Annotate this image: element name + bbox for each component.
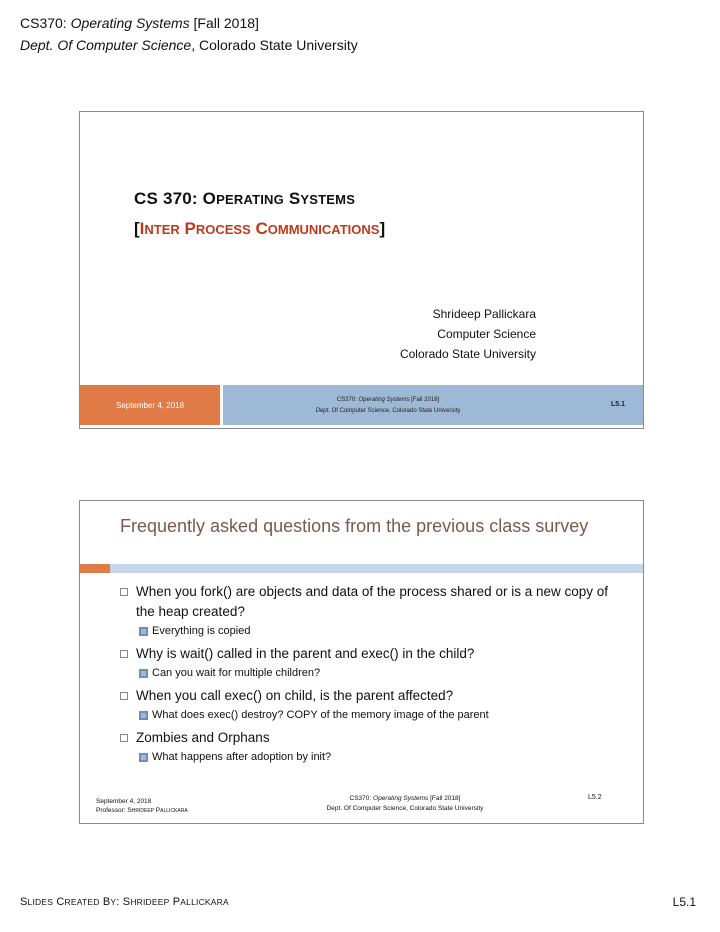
slide1-footer-date: September 4, 2018 bbox=[80, 385, 220, 425]
checkbox-bullet-icon bbox=[120, 588, 128, 596]
page-number: L5.1 bbox=[672, 895, 696, 909]
header-course-code: CS370: bbox=[20, 15, 71, 31]
sub-bullet-item bbox=[120, 748, 620, 766]
subtitle-part: OMMUNICATIONS bbox=[267, 222, 380, 237]
slide2-accent-bar bbox=[80, 564, 110, 573]
bullet-item bbox=[120, 728, 620, 748]
prof-part: P bbox=[154, 807, 161, 814]
subtitle-part: P bbox=[179, 219, 196, 238]
author-department: Computer Science bbox=[437, 327, 536, 341]
footer-term: [Fall 2018] bbox=[428, 795, 461, 802]
bullet-text: Zombies and Orphans bbox=[136, 730, 270, 745]
bullet-item bbox=[120, 644, 620, 664]
page-footer-credit bbox=[20, 896, 229, 908]
credit-part: S bbox=[20, 896, 28, 908]
checkbox-bullet-icon bbox=[120, 692, 128, 700]
bracket: ] bbox=[379, 219, 386, 238]
checkbox-bullet-icon bbox=[120, 650, 128, 658]
author-name: Shrideep Pallickara bbox=[432, 307, 536, 321]
square-bullet-icon bbox=[139, 753, 148, 762]
header-term: [Fall 2018] bbox=[189, 15, 259, 31]
subtitle-part: NTER bbox=[144, 222, 180, 237]
author-school: Colorado State University bbox=[399, 347, 536, 361]
slide2-footer-course bbox=[280, 794, 530, 804]
checkbox-bullet-icon bbox=[120, 734, 128, 742]
header-course-line bbox=[20, 12, 358, 34]
sub-bullet-item bbox=[120, 622, 620, 640]
square-bullet-icon bbox=[139, 669, 148, 678]
bullet-item bbox=[120, 686, 620, 706]
bullet-text: When you call exec() on child, is the parent affected? bbox=[136, 688, 454, 703]
slide2-footer-left bbox=[96, 797, 188, 816]
credit-part: Y bbox=[110, 897, 117, 907]
slide1-subtitle bbox=[134, 216, 385, 243]
credit-part: B bbox=[99, 896, 111, 908]
bracket: [ bbox=[134, 219, 140, 238]
slide1-number: L5.1 bbox=[610, 401, 625, 408]
sub-bullet-text: What happens after adoption by init? bbox=[152, 751, 332, 763]
slide1-footer-band bbox=[223, 385, 643, 425]
page-header bbox=[20, 12, 358, 56]
footer-course-name: Operating Systems bbox=[373, 795, 429, 802]
footer-dept-a: Dept. bbox=[315, 408, 330, 414]
sub-bullet-item bbox=[120, 664, 620, 682]
slide2-bullet-list bbox=[120, 581, 620, 770]
footer-dept-b: Of Computer Science, Colorado State University bbox=[329, 408, 461, 414]
slide2-footer-professor bbox=[96, 806, 188, 816]
sub-bullet-text: What does exec() destroy? COPY of the memory image of the parent bbox=[152, 709, 489, 721]
bullet-text: When you fork() are objects and data of the process shared or is a new copy of the heap created? bbox=[136, 584, 608, 619]
credit-part: : S bbox=[116, 896, 131, 908]
header-course-name: Operating Systems bbox=[70, 15, 190, 31]
slide-1 bbox=[79, 111, 644, 429]
slide1-footer-course bbox=[223, 396, 553, 405]
title-part: S bbox=[283, 189, 301, 208]
slide1-footer-dept bbox=[223, 407, 553, 416]
slide2-footer-date: September 4, 2018 bbox=[96, 798, 152, 805]
square-bullet-icon bbox=[139, 627, 148, 636]
footer-course-code: CS370: bbox=[349, 795, 374, 802]
slide1-title bbox=[134, 186, 355, 213]
slide-2 bbox=[79, 500, 644, 824]
credit-part: HRIDEEP bbox=[130, 897, 170, 907]
slide2-footer-center bbox=[280, 794, 530, 814]
bullet-text: Why is wait() called in the parent and exec() in the child? bbox=[136, 646, 475, 661]
credit-part: ALLICKARA bbox=[180, 897, 229, 907]
title-part: PERATING bbox=[216, 192, 284, 207]
title-part: CS 370: O bbox=[134, 189, 217, 208]
square-bullet-icon bbox=[139, 711, 148, 720]
credit-part: P bbox=[169, 896, 181, 908]
slide1-author-block bbox=[400, 304, 536, 364]
footer-course-code: CS370: bbox=[336, 397, 359, 403]
prof-part: Professor: S bbox=[96, 807, 132, 814]
footer-term: [Fall 2018] bbox=[409, 397, 440, 403]
header-dept: Dept. Of Computer Science bbox=[20, 37, 192, 53]
slide1-footer bbox=[80, 385, 643, 425]
subtitle-part: C bbox=[250, 219, 268, 238]
title-part: YSTEMS bbox=[300, 192, 356, 207]
sub-bullet-text: Can you wait for multiple children? bbox=[152, 667, 321, 679]
credit-part: LIDES bbox=[27, 897, 54, 907]
sub-bullet-item bbox=[120, 706, 620, 724]
slide2-footer-dept: Dept. Of Computer Science, Colorado State University bbox=[326, 805, 484, 812]
slide2-title: Frequently asked questions from the previous class survey bbox=[120, 516, 589, 536]
slide2-rule-bar bbox=[110, 564, 643, 573]
header-university: , Colorado State University bbox=[191, 37, 358, 53]
header-dept-line bbox=[20, 34, 358, 56]
subtitle-part: ROCESS bbox=[195, 222, 251, 237]
sub-bullet-text: Everything is copied bbox=[152, 625, 251, 637]
bullet-item bbox=[120, 582, 620, 622]
subtitle-part: I bbox=[139, 219, 145, 238]
credit-part: REATED bbox=[64, 897, 100, 907]
prof-part: ALLICKARA bbox=[160, 808, 188, 814]
prof-part: HRIDEEP bbox=[131, 808, 154, 814]
slide2-number: L5.2 bbox=[588, 794, 602, 801]
credit-part: C bbox=[53, 896, 65, 908]
footer-course-name: Operating Systems bbox=[358, 397, 410, 403]
